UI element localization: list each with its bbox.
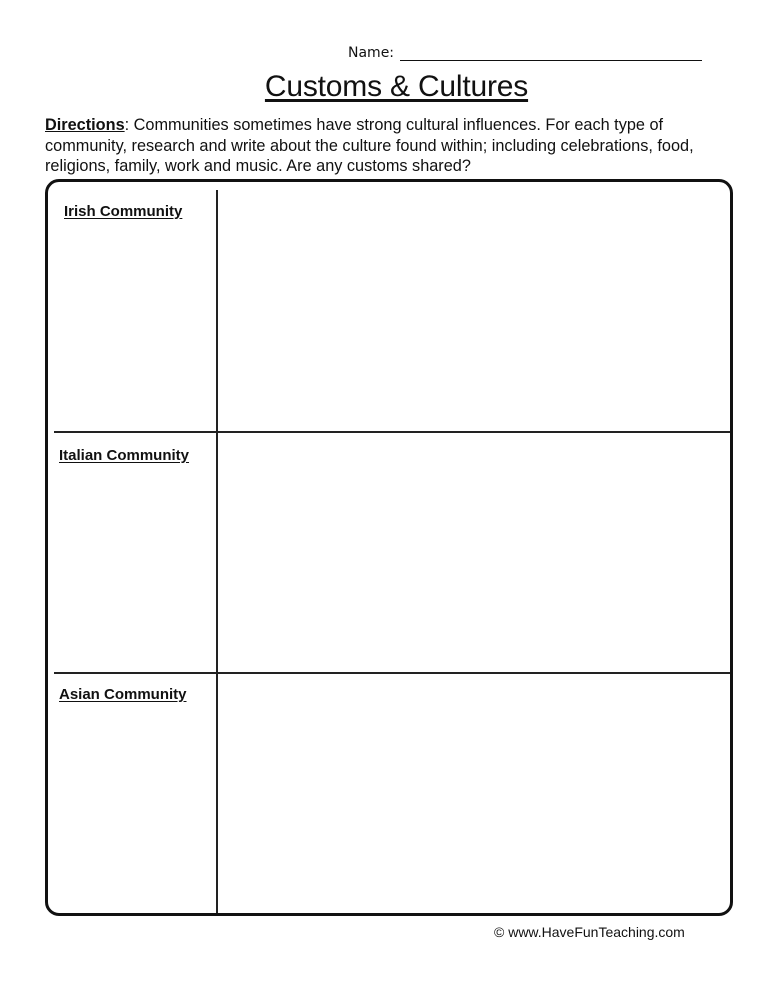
row-label-irish: Irish Community (64, 203, 183, 220)
page-title: Customs & Cultures (264, 70, 529, 103)
row-label-italian: Italian Community (59, 447, 190, 464)
name-blank-line[interactable] (400, 44, 702, 61)
name-field (348, 44, 702, 61)
directions-text: : Communities sometimes have strong cultural influences. For each type of community, research and write about the culture found within; including celebrations, food, religions, family, work and music. Are any customs shared? (45, 116, 694, 175)
worksheet-table (45, 179, 733, 916)
row-divider (54, 431, 730, 433)
directions-paragraph (45, 115, 735, 177)
copyright-footer: © www.HaveFunTeaching.com (494, 924, 685, 940)
row-label-asian: Asian Community (59, 686, 187, 703)
row-divider (54, 672, 730, 674)
name-label: Name: (348, 45, 395, 61)
directions-label: Directions (45, 116, 125, 134)
column-divider (216, 190, 218, 913)
